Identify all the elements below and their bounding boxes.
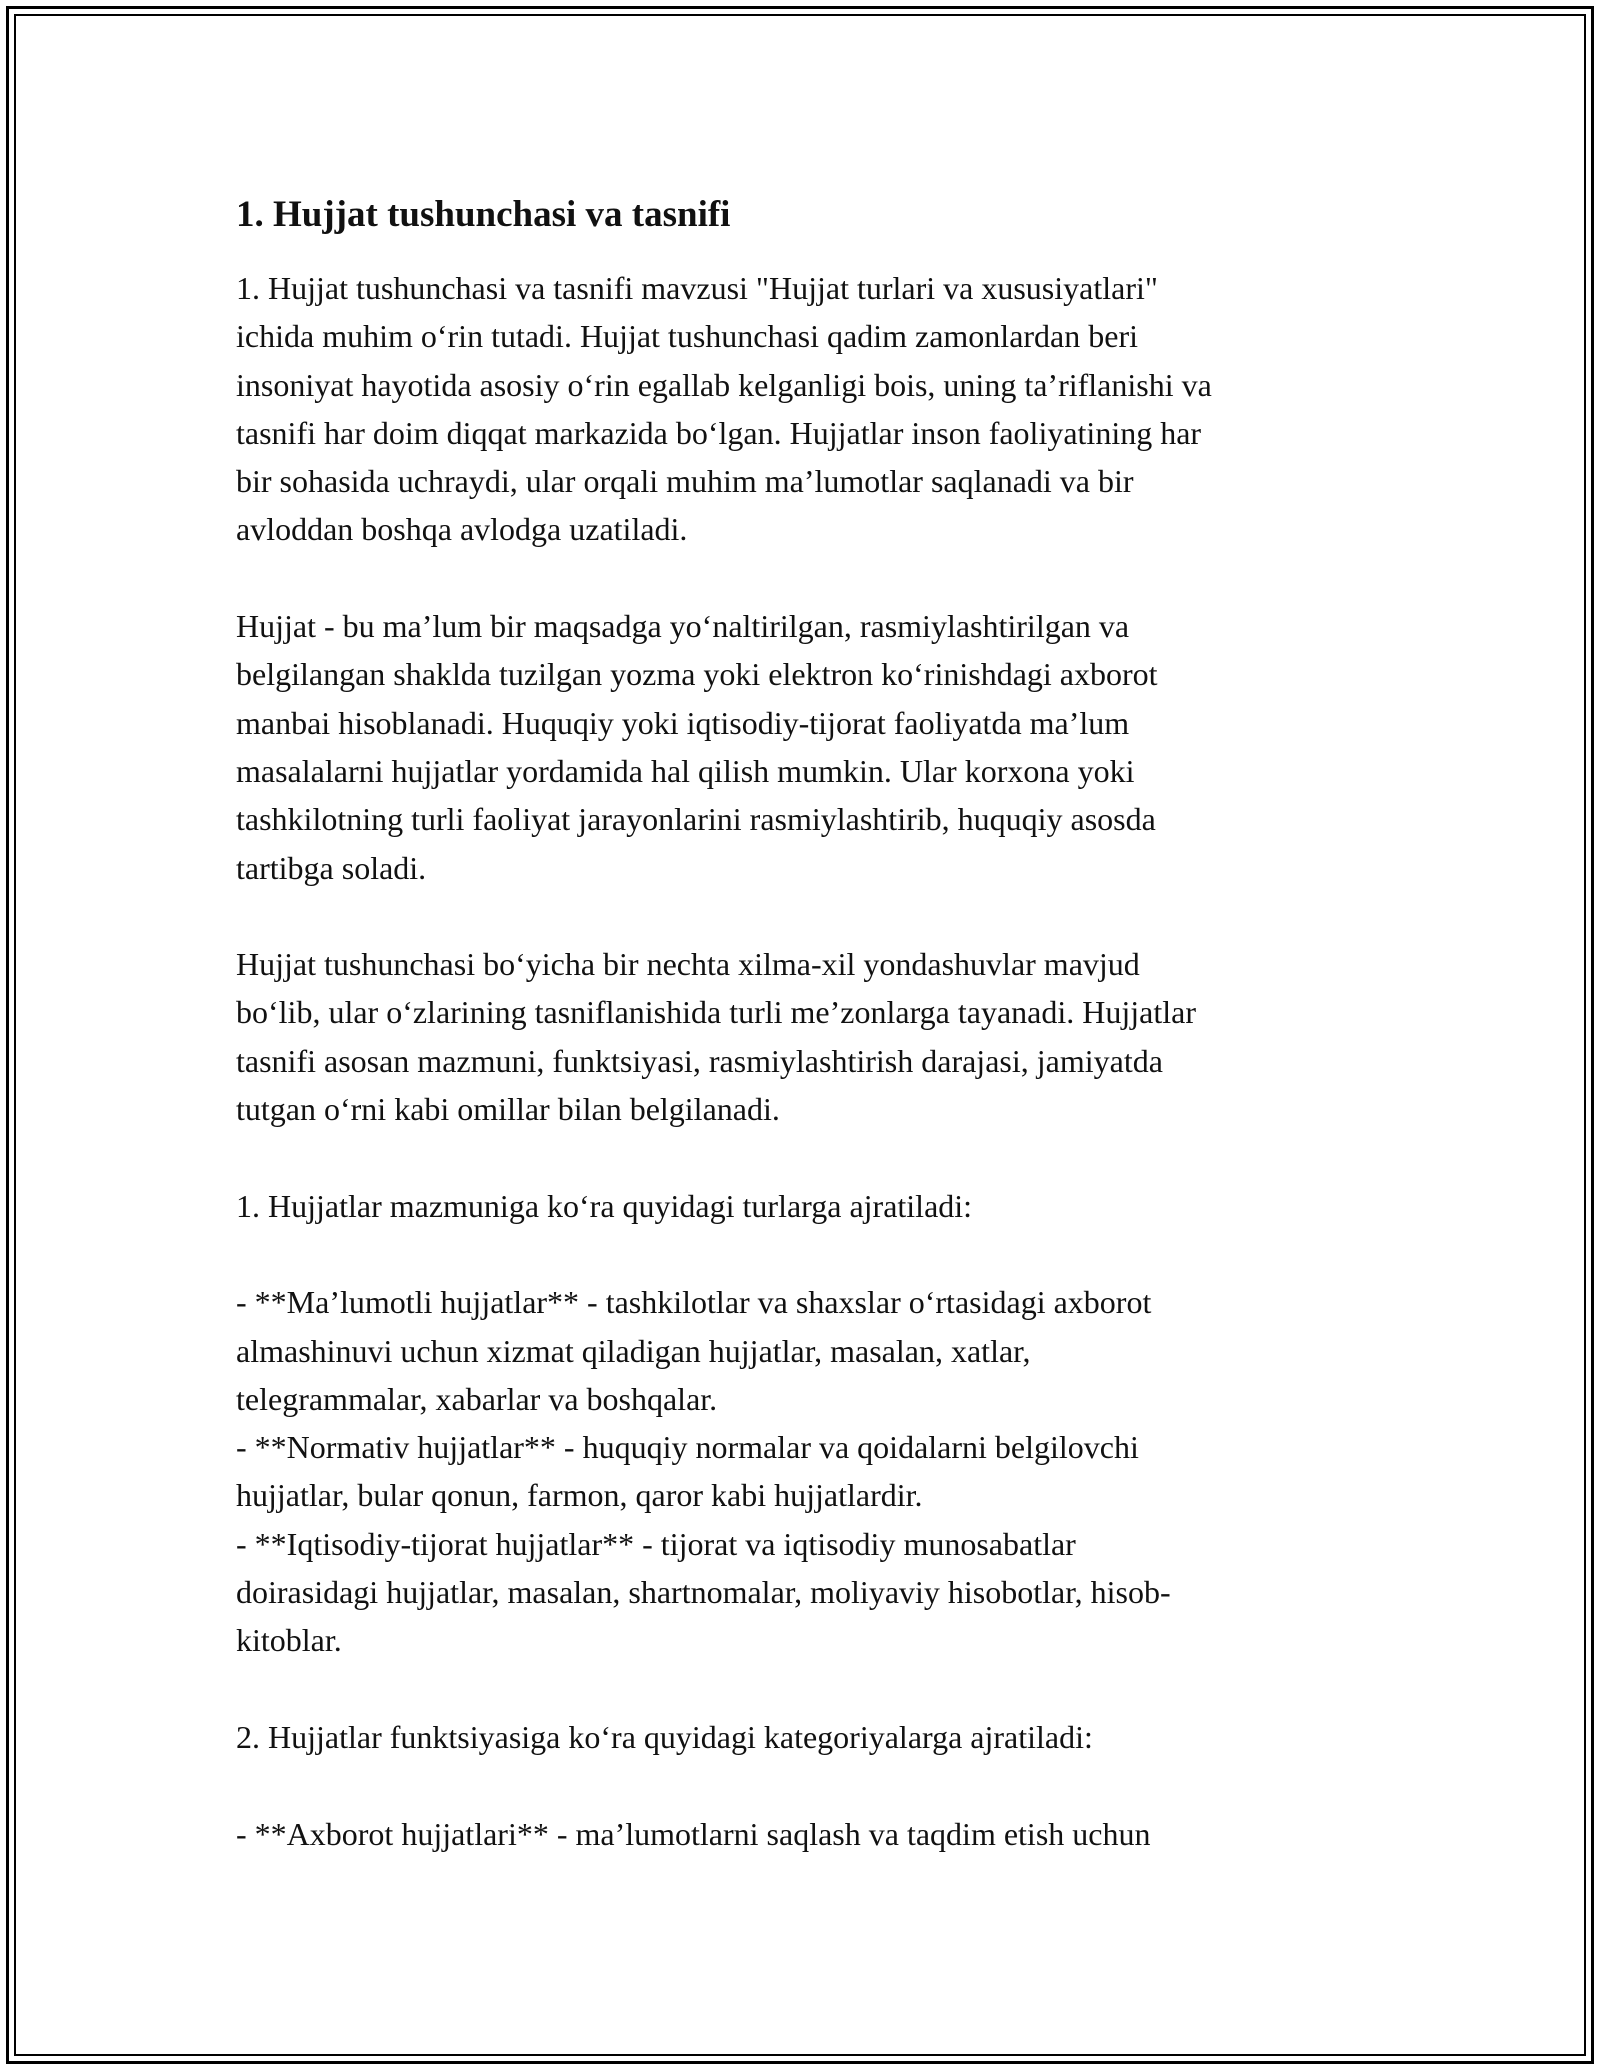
text-line: ichida muhim o‘rin tutadi. Hujjat tushunchasi qadim zamonlardan beri	[236, 318, 1138, 355]
list-heading-content	[236, 1182, 1366, 1230]
document-title: 1. Hujjat tushunchasi va tasnifi	[236, 194, 731, 235]
text-line: bo‘lib, ular o‘zlarining tasniflanishida turli me’zonlarga tayanadi. Hujjatlar	[236, 994, 1196, 1031]
paragraph-definition	[236, 602, 1366, 892]
list-item-line: - **Ma’lumotli hujjatlar** - tashkilotlar va shaxslar o‘rtasidagi axborot	[236, 1284, 1152, 1321]
text-line: 2. Hujjatlar funktsiyasiga ko‘ra quyidagi kategoriyalarga ajratiladi:	[236, 1718, 1093, 1755]
text-line: tashkilotning turli faoliyat jarayonlarini rasmiylashtirib, huquqiy asosda	[236, 801, 1156, 838]
text-line: tutgan o‘rni kabi omillar bilan belgilanadi.	[236, 1091, 780, 1128]
list-item-line: doirasidagi hujjatlar, masalan, shartnomalar, moliyaviy hisobotlar, hisob-	[236, 1574, 1171, 1611]
list-content-types	[236, 1278, 1366, 1664]
list-item-line: - **Iqtisodiy-tijorat hujjatlar** - tijorat va iqtisodiy munosabatlar	[236, 1525, 1076, 1562]
list-item-line: hujjatlar, bular qonun, farmon, qaror kabi hujjatlardir.	[236, 1477, 923, 1514]
text-line: tasnifi har doim diqqat markazida bo‘lgan. Hujjatlar inson faoliyatining har	[236, 414, 1202, 451]
list-heading-function	[236, 1713, 1366, 1761]
text-line: 1. Hujjat tushunchasi va tasnifi mavzusi "Hujjat turlari va xususiyatlari"	[236, 270, 1158, 306]
list-item-line: kitoblar.	[236, 1622, 342, 1659]
text-line: tartibga soladi.	[236, 849, 427, 886]
list-function-types	[236, 1810, 1366, 1858]
paragraph-approaches	[236, 940, 1366, 1133]
text-line: manbai hisoblanadi. Huquqiy yoki iqtisodiy-tijorat faoliyatda ma’lum	[236, 704, 1130, 741]
text-line: 1. Hujjatlar mazmuniga ko‘ra quyidagi turlarga ajratiladi:	[236, 1187, 973, 1224]
list-item-line: - **Normativ hujjatlar** - huquqiy normalar va qoidalarni belgilovchi	[236, 1429, 1139, 1466]
text-line: avloddan boshqa avlodga uzatiladi.	[236, 511, 688, 548]
document-body	[236, 186, 1366, 1906]
text-line: Hujjat - bu ma’lum bir maqsadga yo‘naltirilgan, rasmiylashtirilgan va	[236, 608, 1130, 645]
text-line: tasnifi asosan mazmuni, funktsiyasi, rasmiylashtirish darajasi, jamiyatda	[236, 1042, 1163, 1079]
text-line: belgilangan shaklda tuzilgan yozma yoki elektron ko‘rinishdagi axborot	[236, 656, 1158, 693]
text-line: bir sohasida uchraydi, ular orqali muhim ma’lumotlar saqlanadi va bir	[236, 463, 1134, 500]
paragraph-intro	[236, 264, 1366, 554]
list-item-line: telegrammalar, xabarlar va boshqalar.	[236, 1380, 718, 1417]
text-line: masalalarni hujjatlar yordamida hal qilish mumkin. Ular korxona yoki	[236, 752, 1135, 789]
text-line: Hujjat tushunchasi bo‘yicha bir nechta xilma-xil yondashuvlar mavjud	[236, 946, 1140, 983]
list-item-line: - **Axborot hujjatlari** - ma’lumotlarni saqlash va taqdim etish uchun	[236, 1815, 1151, 1852]
list-item-line: almashinuvi uchun xizmat qiladigan hujjatlar, masalan, xatlar,	[236, 1332, 1031, 1369]
text-line: insoniyat hayotida asosiy o‘rin egallab kelganligi bois, uning ta’riflanishi va	[236, 366, 1212, 403]
